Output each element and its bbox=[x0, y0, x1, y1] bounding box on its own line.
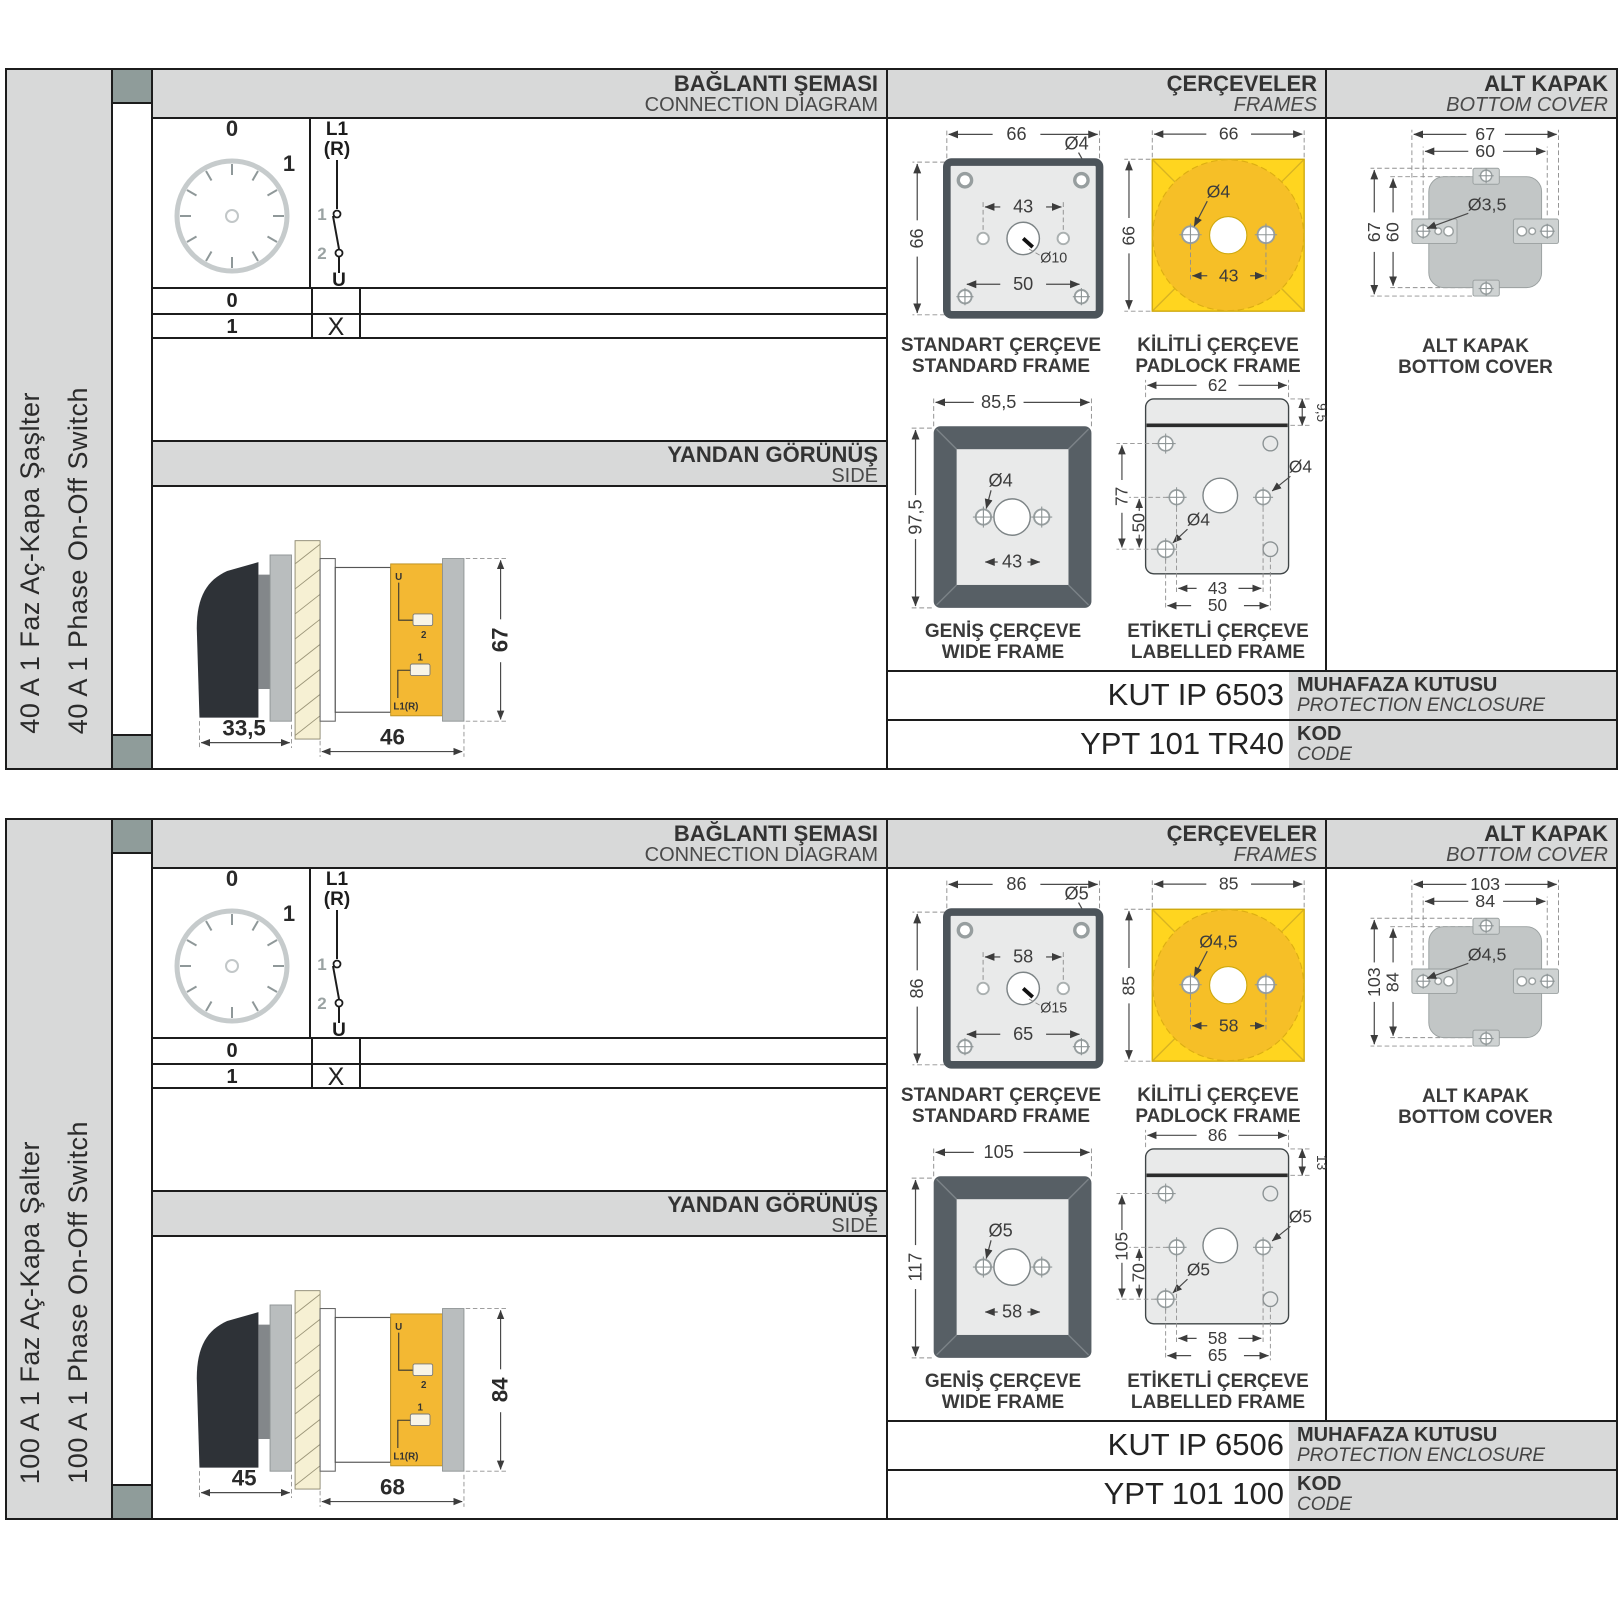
product-code-label bbox=[1289, 721, 1616, 768]
dial-position-1: 1 bbox=[282, 901, 296, 926]
bottom-cover-label-tr: ALT KAPAK bbox=[1422, 1086, 1529, 1107]
dim-labelled-span2: 65 bbox=[1207, 1345, 1228, 1366]
padlock-frame-label bbox=[1108, 1085, 1328, 1128]
padlock-shaft-hole bbox=[1210, 967, 1247, 1004]
position-row-1 bbox=[153, 1063, 886, 1089]
dim-standard-inner: 43 bbox=[1013, 196, 1034, 217]
frames-header bbox=[886, 820, 1325, 869]
side-view-header bbox=[153, 440, 886, 487]
enclosure-code-value: KUT IP 6503 bbox=[1107, 677, 1284, 712]
dial-position-0: 0 bbox=[225, 866, 239, 891]
wide-frame-label-tr: GENİŞ ÇERÇEVE bbox=[924, 621, 1082, 642]
enclosure-label-tr: MUHAFAZA KUTUSU bbox=[1297, 1424, 1498, 1446]
switch-position-dial bbox=[153, 866, 311, 1037]
dim-wide-span: 43 bbox=[1001, 551, 1023, 572]
connection-header-tr: BAĞLANTI ŞEMASI bbox=[673, 71, 878, 96]
dim-standard-center: Ø10 bbox=[1040, 250, 1068, 267]
dim-standard-center: Ø15 bbox=[1040, 1000, 1068, 1017]
wide-frame-drawing bbox=[905, 388, 1101, 617]
position-1-mark: X bbox=[311, 1065, 361, 1087]
terminal-1 bbox=[410, 1414, 430, 1426]
contact-1-label: 1 bbox=[317, 955, 327, 974]
handle-hub bbox=[258, 575, 270, 689]
enclosure-code-label bbox=[1289, 672, 1616, 719]
dim-standard-width: 66 bbox=[1006, 124, 1027, 145]
wide-frame-label bbox=[890, 1371, 1116, 1414]
back-plate bbox=[443, 559, 464, 722]
side-view-drawing bbox=[178, 1246, 598, 1514]
code-label-tr: KOD bbox=[1297, 723, 1342, 745]
side-view-header-tr: YANDAN GÖRÜNÜŞ bbox=[667, 1192, 878, 1217]
labelled-frame-drawing bbox=[1111, 1124, 1329, 1369]
product-name-english: 100 A 1 Phase On-Off Switch bbox=[63, 1121, 93, 1484]
terminal-r-label: (R) bbox=[323, 139, 351, 160]
padlock-shaft-hole bbox=[1210, 217, 1247, 254]
dim-padlock-hole: Ø4 bbox=[1206, 181, 1231, 202]
front-plate bbox=[270, 1305, 291, 1471]
enclosure-code-row bbox=[886, 1420, 1616, 1469]
standard-frame-drawing bbox=[901, 122, 1111, 332]
dim-standard-width: 86 bbox=[1006, 874, 1027, 895]
code-label-en: CODE bbox=[1297, 1494, 1352, 1515]
cover-header-en: BOTTOM COVER bbox=[1446, 94, 1608, 117]
labelled-shaft-hole bbox=[1203, 478, 1238, 513]
dim-height: 67 bbox=[487, 627, 513, 653]
product-code-row bbox=[886, 719, 1616, 768]
bottom-cover-label-tr: ALT KAPAK bbox=[1422, 336, 1529, 357]
switch-body bbox=[335, 567, 390, 712]
frames-header-tr: ÇERÇEVELER bbox=[1166, 71, 1317, 96]
connection-header-en: CONNECTION DIAGRAM bbox=[644, 94, 878, 117]
dim-labelled-left-outer: 105 bbox=[1111, 1231, 1132, 1261]
position-1-label: 1 bbox=[226, 316, 238, 338]
dim-labelled-band: 13 bbox=[1313, 1155, 1329, 1171]
enclosure-code-label bbox=[1289, 1422, 1616, 1469]
terminal-2 bbox=[413, 614, 433, 626]
spine-column bbox=[113, 820, 153, 1518]
enclosure-label-en: PROTECTION ENCLOSURE bbox=[1297, 1445, 1546, 1466]
spacer-ring bbox=[320, 559, 335, 722]
handle bbox=[197, 1312, 259, 1467]
position-row-0 bbox=[153, 287, 886, 313]
position-0-mark bbox=[311, 289, 361, 313]
mounting-panel-section bbox=[295, 541, 320, 739]
dim-cover-top2: 84 bbox=[1475, 890, 1496, 911]
code-label-tr: KOD bbox=[1297, 1473, 1342, 1495]
dim-standard-height: 86 bbox=[906, 978, 927, 999]
enclosure-label-tr: MUHAFAZA KUTUSU bbox=[1297, 674, 1498, 696]
spine-square-bottom bbox=[113, 1484, 151, 1518]
product-panel bbox=[5, 68, 1618, 770]
block-label-2: 2 bbox=[421, 630, 427, 642]
standard-frame-label-tr: STANDART ÇERÇEVE bbox=[900, 1085, 1102, 1106]
connection-diagram-header bbox=[153, 70, 886, 119]
product-name-turkish: 100 A 1 Faz Aç-Kapa Şalter bbox=[15, 1140, 45, 1484]
block-label-2: 2 bbox=[421, 1380, 427, 1392]
product-side-label-band bbox=[7, 70, 113, 768]
dim-cover-top1: 67 bbox=[1475, 124, 1496, 145]
enclosure-code-value: KUT IP 6506 bbox=[1107, 1427, 1284, 1462]
padlock-frame-drawing bbox=[1115, 872, 1320, 1077]
spacer-ring bbox=[320, 1309, 335, 1472]
position-0-mark bbox=[311, 1039, 361, 1063]
bottom-cover-drawing bbox=[1363, 875, 1598, 1082]
dim-labelled-width: 86 bbox=[1207, 1124, 1228, 1145]
dim-standard-height: 66 bbox=[906, 228, 927, 249]
terminal-l1-label: L1 bbox=[325, 869, 349, 890]
product-code-row bbox=[886, 1469, 1616, 1518]
dim-wide-span: 58 bbox=[1001, 1301, 1023, 1322]
dim-labelled-hole-right: Ø4 bbox=[1288, 456, 1312, 477]
product-name-english: 40 A 1 Phase On-Off Switch bbox=[63, 386, 93, 734]
wide-frame-label-en: WIDE FRAME bbox=[941, 1392, 1065, 1414]
dial-center bbox=[226, 960, 238, 972]
spine-square-bottom bbox=[113, 734, 151, 768]
labelled-frame-label-en: LABELLED FRAME bbox=[1130, 1392, 1306, 1414]
standard-frame-label-tr: STANDART ÇERÇEVE bbox=[900, 335, 1102, 356]
column-divider-1 bbox=[886, 820, 888, 1518]
terminal-l1-label: L1 bbox=[325, 119, 349, 140]
labelled-frame-drawing bbox=[1111, 374, 1329, 619]
dim-wide-width: 105 bbox=[983, 1142, 1014, 1163]
standard-frame-label-en: STANDARD FRAME bbox=[911, 356, 1091, 378]
block-label-l1r: L1(R) bbox=[393, 701, 419, 713]
dial-position-1: 1 bbox=[282, 151, 296, 176]
enclosure-code-row bbox=[886, 670, 1616, 719]
column-divider-1 bbox=[886, 70, 888, 768]
standard-frame-label bbox=[886, 335, 1116, 378]
frames-header-en: FRAMES bbox=[1233, 844, 1317, 867]
labelled-band-dim bbox=[1290, 1149, 1328, 1175]
wide-frame-label bbox=[890, 621, 1116, 664]
bottom-cover-drawing bbox=[1363, 125, 1598, 332]
padlock-frame-label-en: PADLOCK FRAME bbox=[1135, 1106, 1301, 1128]
switch-blade bbox=[333, 966, 339, 999]
dim-padlock-span: 43 bbox=[1218, 265, 1239, 286]
wide-shaft-hole bbox=[994, 1249, 1030, 1285]
dim-cover-top1: 103 bbox=[1470, 874, 1501, 895]
dim-wide-width: 85,5 bbox=[981, 392, 1017, 413]
switch-schematic bbox=[311, 869, 361, 1041]
panel-content bbox=[153, 820, 1616, 1518]
terminal-1 bbox=[410, 664, 430, 676]
block-label-1: 1 bbox=[417, 652, 423, 664]
dim-height: 84 bbox=[487, 1377, 513, 1403]
dim-labelled-span2: 50 bbox=[1207, 595, 1228, 616]
dim-padlock-width: 66 bbox=[1218, 123, 1239, 144]
product-side-label-band bbox=[7, 820, 113, 1518]
frames-header bbox=[886, 70, 1325, 119]
position-0-label: 0 bbox=[226, 290, 238, 312]
dim-padlock-height: 66 bbox=[1118, 225, 1139, 246]
cover-header-tr: ALT KAPAK bbox=[1484, 71, 1608, 96]
wide-frame-label-tr: GENİŞ ÇERÇEVE bbox=[924, 1371, 1082, 1392]
labelled-band-dim bbox=[1290, 399, 1328, 425]
terminal-u-label: U bbox=[332, 1020, 346, 1041]
terminal-r-label: (R) bbox=[323, 889, 351, 910]
side-view-header-en: SIDE bbox=[831, 1215, 878, 1238]
contact-2-label: 2 bbox=[317, 994, 327, 1013]
product-code-label bbox=[1289, 1471, 1616, 1518]
spine-square-top bbox=[113, 820, 151, 854]
spine-square-top bbox=[113, 70, 151, 104]
handle bbox=[197, 562, 259, 717]
dim-wide-height: 117 bbox=[905, 1252, 926, 1282]
side-view-drawing bbox=[178, 496, 598, 764]
terminal-2 bbox=[413, 1364, 433, 1376]
block-label-u: U bbox=[395, 571, 403, 583]
dim-labelled-hole-right: Ø5 bbox=[1288, 1206, 1312, 1227]
padlock-frame-label-tr: KİLİTLİ ÇERÇEVE bbox=[1137, 335, 1299, 356]
position-row-0 bbox=[153, 1037, 886, 1063]
product-panel bbox=[5, 818, 1618, 1520]
dim-standard-hole: Ø4 bbox=[1064, 133, 1089, 154]
dim-labelled-left-outer: 77 bbox=[1111, 486, 1132, 507]
contact-2 bbox=[336, 250, 343, 257]
labelled-frame-label-tr: ETİKETLİ ÇERÇEVE bbox=[1127, 1371, 1309, 1392]
switch-position-dial bbox=[153, 116, 311, 287]
standard-frame-shaft-hole bbox=[1007, 972, 1039, 1004]
bottom-cover-label bbox=[1343, 336, 1608, 379]
dim-labelled-left-inner: 70 bbox=[1128, 1263, 1149, 1283]
dim-cover-top2: 60 bbox=[1475, 140, 1496, 161]
dim-labelled-left-inner: 50 bbox=[1128, 513, 1149, 533]
dim-labelled-band: 9,5 bbox=[1313, 403, 1329, 423]
position-1-label: 1 bbox=[226, 1066, 238, 1088]
enclosure-label-en: PROTECTION ENCLOSURE bbox=[1297, 695, 1546, 716]
standard-frame-shaft-hole bbox=[1007, 222, 1039, 254]
position-row-1 bbox=[153, 313, 886, 339]
dim-labelled-hole-bottom: Ø4 bbox=[1186, 509, 1210, 530]
dim-labelled-width: 62 bbox=[1207, 374, 1228, 395]
block-label-l1r: L1(R) bbox=[393, 1451, 419, 1463]
padlock-frame-label bbox=[1108, 335, 1328, 378]
padlock-frame-drawing bbox=[1115, 122, 1320, 327]
terminal-u-label: U bbox=[332, 270, 346, 291]
dim-cover-hole: Ø3,5 bbox=[1467, 194, 1507, 215]
bottom-cover-header bbox=[1325, 70, 1616, 119]
contact-1 bbox=[334, 961, 341, 968]
dim-labelled-hole-bottom: Ø5 bbox=[1186, 1259, 1210, 1280]
dim-body-depth: 46 bbox=[380, 724, 405, 750]
dim-body-depth: 68 bbox=[380, 1474, 405, 1500]
dim-padlock-span: 58 bbox=[1218, 1015, 1239, 1036]
dim-labelled-span1: 43 bbox=[1207, 577, 1228, 598]
front-plate bbox=[270, 555, 291, 721]
dim-cover-left2: 84 bbox=[1382, 972, 1403, 993]
dim-standard-hole: Ø5 bbox=[1064, 883, 1089, 904]
dim-wide-height: 97,5 bbox=[905, 499, 926, 535]
dim-standard-inner: 58 bbox=[1013, 946, 1034, 967]
contact-1-label: 1 bbox=[317, 205, 327, 224]
dim-cover-left2: 60 bbox=[1382, 222, 1403, 243]
connection-header-tr: BAĞLANTI ŞEMASI bbox=[673, 821, 878, 846]
dim-padlock-width: 85 bbox=[1218, 873, 1239, 894]
bottom-cover-header bbox=[1325, 820, 1616, 869]
connection-header-en: CONNECTION DIAGRAM bbox=[644, 844, 878, 867]
position-0-label: 0 bbox=[226, 1040, 238, 1062]
contact-2-label: 2 bbox=[317, 244, 327, 263]
bottom-cover-label bbox=[1343, 1086, 1608, 1129]
mounting-panel-section bbox=[295, 1291, 320, 1489]
dial-position-0: 0 bbox=[225, 116, 239, 141]
code-label-en: CODE bbox=[1297, 744, 1352, 765]
side-view-header bbox=[153, 1190, 886, 1237]
dial-center bbox=[226, 210, 238, 222]
labelled-frame-label-tr: ETİKETLİ ÇERÇEVE bbox=[1127, 621, 1309, 642]
position-1-mark: X bbox=[311, 315, 361, 337]
switch-blade bbox=[333, 216, 339, 249]
spine-column bbox=[113, 70, 153, 768]
dim-standard-bottom: 65 bbox=[1013, 1024, 1034, 1044]
labelled-shaft-hole bbox=[1203, 1228, 1238, 1263]
block-label-u: U bbox=[395, 1321, 403, 1333]
labelled-frame-label bbox=[1105, 1371, 1331, 1414]
dim-cover-hole: Ø4,5 bbox=[1467, 944, 1507, 965]
labelled-frame-label-en: LABELLED FRAME bbox=[1130, 642, 1306, 664]
dim-padlock-hole: Ø4,5 bbox=[1199, 931, 1238, 952]
standard-frame-label-en: STANDARD FRAME bbox=[911, 1106, 1091, 1128]
padlock-frame-label-en: PADLOCK FRAME bbox=[1135, 356, 1301, 378]
labelled-frame-label bbox=[1105, 621, 1331, 664]
wide-frame-label-en: WIDE FRAME bbox=[941, 642, 1065, 664]
dim-padlock-height: 85 bbox=[1118, 975, 1139, 996]
side-view-header-en: SIDE bbox=[831, 465, 878, 488]
bottom-cover-label-en: BOTTOM COVER bbox=[1398, 357, 1553, 379]
product-code-value: YPT 101 TR40 bbox=[1080, 726, 1284, 761]
dim-cover-left1: 103 bbox=[1363, 967, 1384, 998]
side-view-header-tr: YANDAN GÖRÜNÜŞ bbox=[667, 442, 878, 467]
wide-frame-drawing bbox=[905, 1138, 1101, 1367]
block-label-1: 1 bbox=[417, 1402, 423, 1414]
switch-schematic bbox=[311, 119, 361, 291]
panel-content bbox=[153, 70, 1616, 768]
standard-frame-drawing bbox=[901, 872, 1111, 1082]
wide-shaft-hole bbox=[994, 499, 1030, 535]
dim-cover-left1: 67 bbox=[1363, 222, 1384, 243]
handle-hub bbox=[258, 1325, 270, 1439]
cover-header-tr: ALT KAPAK bbox=[1484, 821, 1608, 846]
dim-handle-depth: 45 bbox=[231, 1465, 257, 1491]
dim-wide-hole: Ø4 bbox=[988, 470, 1013, 491]
dim-wide-hole: Ø5 bbox=[988, 1220, 1013, 1241]
labelled-frame-top-dim bbox=[1146, 1125, 1289, 1147]
dim-handle-depth: 33,5 bbox=[222, 715, 266, 741]
product-name-turkish: 40 A 1 Faz Aç-Kapa Şaşlter bbox=[15, 392, 45, 734]
frames-header-en: FRAMES bbox=[1233, 94, 1317, 117]
frames-header-tr: ÇERÇEVELER bbox=[1166, 821, 1317, 846]
bottom-cover-label-en: BOTTOM COVER bbox=[1398, 1107, 1553, 1129]
contact-1 bbox=[334, 211, 341, 218]
contact-2 bbox=[336, 1000, 343, 1007]
standard-frame-label bbox=[886, 1085, 1116, 1128]
dim-labelled-span1: 58 bbox=[1207, 1327, 1228, 1348]
switch-body bbox=[335, 1317, 390, 1462]
padlock-frame-label-tr: KİLİTLİ ÇERÇEVE bbox=[1137, 1085, 1299, 1106]
connection-diagram-header bbox=[153, 820, 886, 869]
product-code-value: YPT 101 100 bbox=[1103, 1476, 1284, 1511]
dim-standard-bottom: 50 bbox=[1013, 274, 1034, 294]
cover-header-en: BOTTOM COVER bbox=[1446, 844, 1608, 867]
back-plate bbox=[443, 1309, 464, 1472]
labelled-frame-top-dim bbox=[1146, 375, 1289, 397]
